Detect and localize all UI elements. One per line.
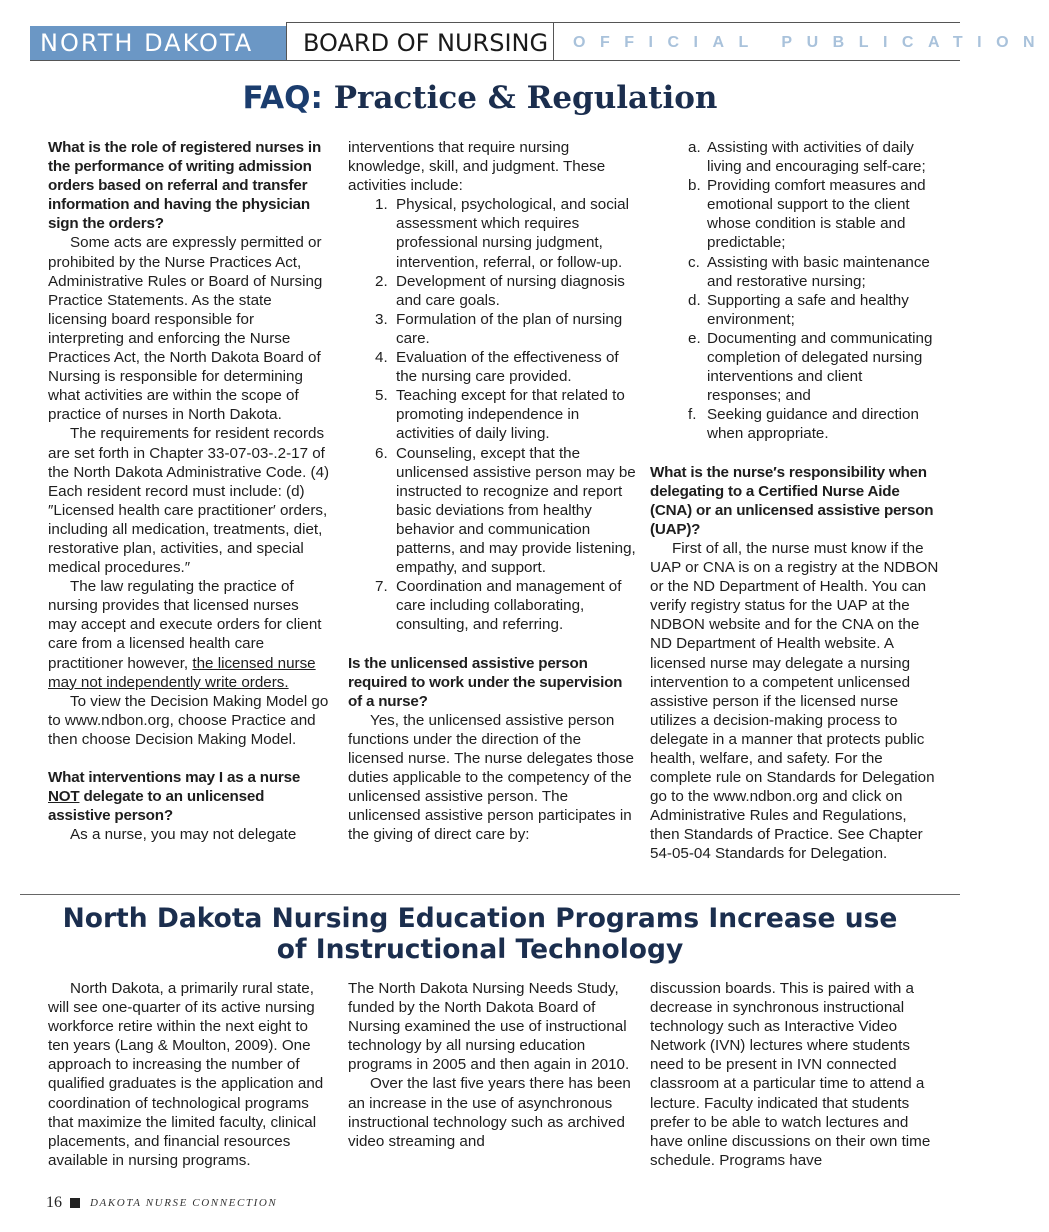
faq-paragraph	[48, 577, 330, 692]
article-paragraph: The North Dakota Nursing Needs Study, funded by the North Dakota Board of Nursing examined the use of instructional technology by all nursing education programs in 2005 and then again in 2010.	[348, 980, 630, 1074]
faq-question-emphasis: NOT	[48, 788, 80, 806]
faq-paragraph: Some acts are expressly permitted or prohibited by the Nurse Practices Act, Administrative Rules or Board of Nursing Practice Statements. As the state licensing board responsible for interpreting and enforcing the Nurse Practices Act, the North Dakota Board of Nursing is responsible for determining what activities are within the scope of practice of nurses in North Dakota.	[48, 234, 323, 424]
faq-underlined-text: the licensed nurse may not independently write orders.	[48, 654, 316, 691]
article-title: North Dakota Nursing Education Programs Increase use of Instructional Technology	[62, 903, 898, 965]
list-item	[348, 444, 638, 578]
list-item-text: Teaching except for that related to promoting independence in activities of daily living.	[396, 387, 625, 443]
section-divider	[20, 894, 960, 895]
list-item	[348, 386, 638, 443]
list-item-letter: b.	[688, 177, 701, 195]
list-item	[650, 329, 940, 405]
spacer	[48, 749, 330, 768]
list-item-text: Seeking guidance and direction when appropriate.	[707, 406, 919, 443]
faq-title-rest: Practice & Regulation	[322, 80, 718, 116]
masthead-state: NORTH DAKOTA	[30, 26, 286, 60]
faq-question-text: What interventions may I as a nurse	[48, 769, 301, 787]
masthead-rule-top	[554, 22, 960, 23]
list-item	[348, 577, 638, 634]
masthead-tagline: OFFICIAL PUBLICATION	[573, 34, 1049, 51]
faq-title-prefix: FAQ:	[242, 80, 323, 116]
masthead	[28, 22, 1049, 62]
publication-name: DAKOTA NURSE CONNECTION	[90, 1197, 278, 1209]
faq-question-supervision: Is the unlicensed assistive person required to work under the supervision of a nurse?	[348, 654, 623, 710]
masthead-board: BOARD OF NURSING	[286, 22, 554, 60]
list-item-letter: e.	[688, 329, 701, 347]
list-item-text: Development of nursing diagnosis and care goals.	[396, 272, 625, 309]
list-item-number: 7.	[375, 578, 388, 596]
faq-paragraph-text: The law regulating the practice of nursing provides that licensed nurses may accept and execute orders for client care from a licensed health care practitioner however,	[48, 578, 322, 672]
list-item-letter: d.	[688, 291, 701, 309]
list-item-text: Assisting with activities of daily living and encouraging self-care;	[707, 139, 926, 176]
list-item-letter: f.	[688, 406, 697, 424]
list-item-text: Physical, psychological, and social assessment which requires professional nursing judgment, intervention, referral, or follow-up.	[396, 196, 629, 271]
interventions-list	[348, 195, 638, 634]
masthead-rule-bottom	[30, 60, 960, 61]
list-item-text: Coordination and management of care including collaborating, consulting, and referring.	[396, 578, 622, 634]
article-paragraph: Over the last five years there has been an increase in the use of asynchronous instructional technology such as archived video streaming and	[348, 1075, 631, 1150]
list-item-text: Assisting with basic maintenance and restorative nursing;	[707, 253, 930, 290]
list-item	[650, 405, 940, 443]
faq-column-3	[650, 138, 940, 864]
faq-paragraph: To view the Decision Making Model go to www.ndbon.org, choose Practice and then choose Decision Making Model.	[48, 692, 329, 748]
list-item	[650, 138, 940, 176]
list-item-letter: a.	[688, 139, 701, 156]
list-item-text: Formulation of the plan of nursing care.	[396, 310, 623, 347]
list-item	[650, 253, 940, 291]
list-item-number: 2.	[375, 272, 388, 290]
faq-paragraph: Yes, the unlicensed assistive person functions under the direction of the licensed nurse. The nurse delegates those duties applicable to the competency of the unlicensed assistive person. The unlicensed assistive person participates in the giving of direct care by:	[348, 711, 634, 844]
list-item	[650, 291, 940, 329]
list-item-number: 1.	[375, 196, 388, 214]
article-paragraph: discussion boards. This is paired with a decrease in synchronous instructional technology such as Interactive Video Network (IVN) lectures where students need to be present in IVN connected classroom at a particular time to attend a lecture. Faculty indicated that students prefer to be able to watch lectures and have online discussions on their own time schedule. Programs have	[650, 980, 931, 1169]
list-item-text: Supporting a safe and healthy environment;	[707, 291, 909, 328]
list-item	[348, 310, 638, 348]
article-column-1	[48, 979, 330, 1170]
page-number: 16	[46, 1194, 62, 1211]
list-item-text: Documenting and communicating completion of delegated nursing interventions and client responses; and	[707, 329, 933, 405]
article-column-3	[650, 979, 940, 1170]
list-item	[650, 176, 940, 252]
list-item-text: Providing comfort measures and emotional support to the client whose condition is stable and predictable;	[707, 177, 926, 252]
faq-title	[0, 80, 960, 116]
article-paragraph: North Dakota, a primarily rural state, will see one-quarter of its active nursing workforce retire within the next eight to ten years (Lang & Moulton, 2009). One approach to increasing the number of qualified graduates is the application and coordination of technological programs that maximize the limited faculty, clinical placements, and financial resources available in nursing programs.	[48, 980, 324, 1169]
square-bullet-icon	[70, 1198, 80, 1208]
article-column-2	[348, 979, 638, 1151]
page-footer	[46, 1194, 277, 1214]
spacer	[348, 634, 638, 653]
faq-question-text: delegate to an unlicensed assistive person?	[48, 788, 265, 825]
list-item-letter: c.	[688, 253, 700, 271]
list-item-number: 4.	[375, 349, 388, 367]
faq-question-admission-orders: What is the role of registered nurses in the performance of writing admission orders based on referral and transfer information and having the physician sign the orders?	[48, 139, 322, 233]
faq-paragraph: interventions that require nursing knowledge, skill, and judgment. These activities include:	[348, 139, 606, 195]
faq-column-1	[48, 138, 330, 844]
list-item-number: 6.	[375, 444, 388, 462]
direct-care-list	[650, 138, 940, 444]
faq-paragraph: First of all, the nurse must know if the UAP or CNA is on a registry at the NDBON or the ND Department of Health. You can verify registry status for the UAP at the NDBON website and for the CNA on the ND Department of Health website. A licensed nurse may delegate a nursing intervention to a competent unlicensed assistive person if the licensed nurse utilizes a decision-making process to delegate in a manner that protects public health, welfare, and safety. For the complete rule on Standards for Delegation go to the www.ndbon.org and click on Administrative Rules and Regulations, then Standards of Practice. See Chapter 54-05-04 Standards for Delegation.	[650, 539, 939, 863]
list-item-number: 5.	[375, 387, 388, 405]
list-item	[348, 195, 638, 271]
faq-column-2	[348, 138, 638, 844]
list-item-text: Counseling, except that the unlicensed assistive person may be instructed to recognize and report basic deviations from healthy behavior and communication patterns, and may provide listening, empathy, and support.	[396, 444, 636, 577]
list-item	[348, 272, 638, 310]
list-item-number: 3.	[375, 310, 388, 328]
faq-question-delegating: What is the nurse′s responsibility when delegating to a Certified Nurse Aide (CNA) or an unlicensed assistive person (UAP)?	[650, 463, 934, 538]
faq-paragraph: The requirements for resident records are set forth in Chapter 33-07-03-.2-17 of the North Dakota Administrative Code. (4) Each resident record must include: (d)″Licensed health care practitioner′ orders, including all medication, treatments, diet, restorative plan, activities, and special medical procedures.″	[48, 425, 330, 577]
faq-question-not-delegate	[48, 768, 330, 825]
faq-paragraph: As a nurse, you may not delegate	[70, 826, 297, 844]
list-item	[348, 348, 638, 386]
spacer	[650, 444, 940, 463]
list-item-text: Evaluation of the effectiveness of the nursing care provided.	[396, 349, 619, 386]
